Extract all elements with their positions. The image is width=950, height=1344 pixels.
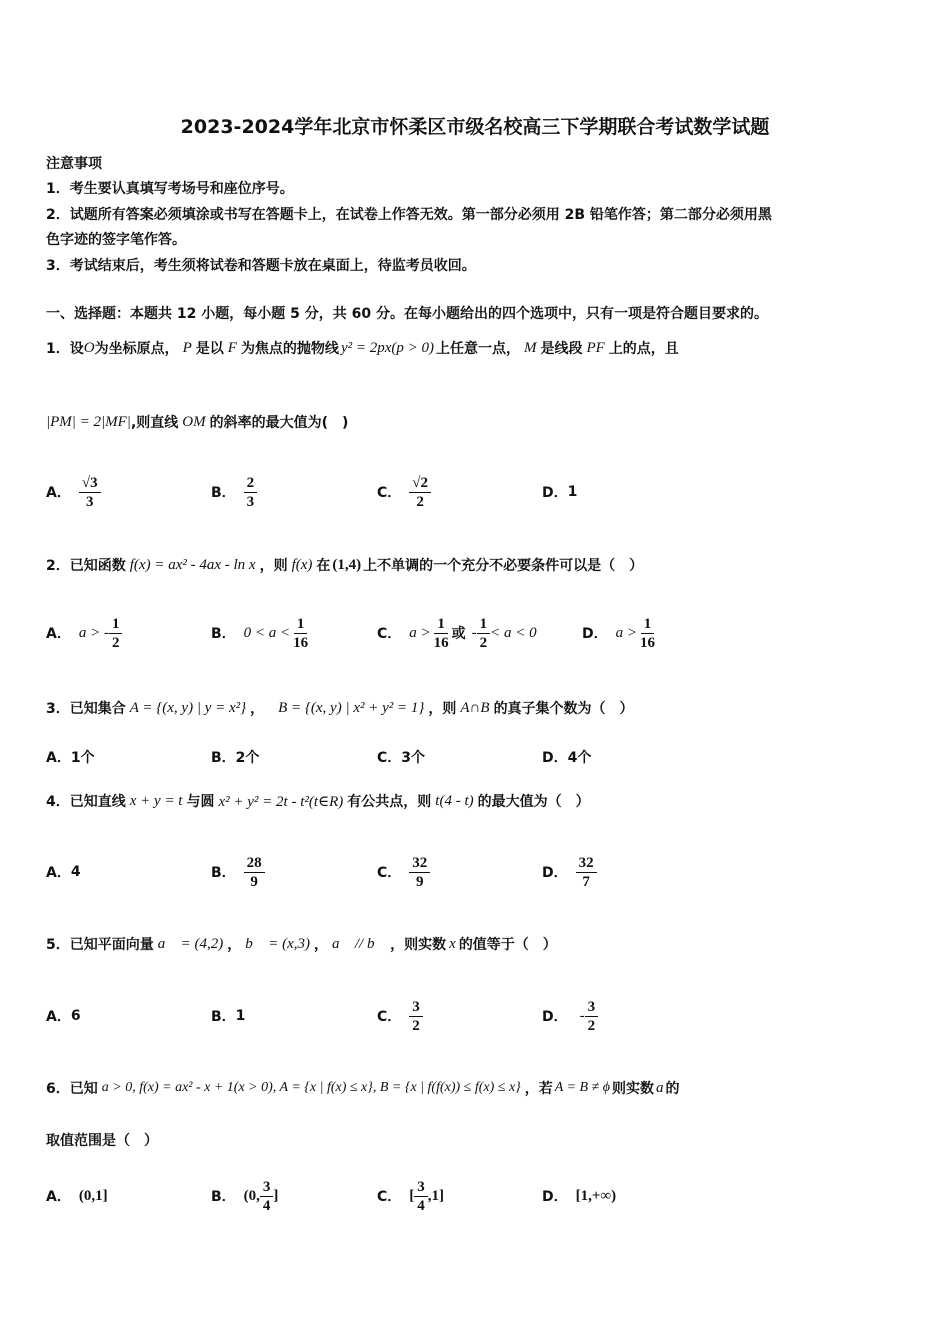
numerator: 32 (576, 854, 597, 873)
option-math: - (579, 1007, 585, 1024)
q5-text: ，则实数 (390, 937, 447, 953)
q6-option-c[interactable] (377, 1176, 444, 1216)
q5-option-a[interactable] (46, 996, 81, 1036)
option-label: A． (46, 626, 71, 642)
denominator: 2 (479, 634, 488, 651)
q2-function: f(x) = ax² - 4ax - ln x (129, 556, 256, 573)
notice-item-1: 1．考生要认真填写考场号和座位序号。 (46, 181, 294, 197)
q2-text: ，则 (259, 558, 288, 574)
numerator: 1 (294, 615, 308, 634)
denominator: 9 (416, 873, 424, 890)
option-math: 0 < a < (243, 624, 291, 641)
option-math: ] (273, 1187, 279, 1204)
q4-line: x + y = t (129, 792, 183, 809)
option-label: A． (46, 485, 71, 501)
q6-equal-sets: A = B ≠ ϕ (554, 1080, 611, 1095)
numerator: 1 (477, 615, 491, 634)
q2-fraction-a (109, 615, 123, 652)
q2-stem (46, 545, 643, 585)
q3-intersection: A∩B (460, 699, 490, 716)
q1-fraction-a (79, 474, 101, 511)
numerator: 28 (244, 854, 265, 873)
q6-fraction-c (414, 1178, 428, 1215)
numerator: 3 (585, 998, 599, 1017)
q3-text: 3．已知集合 (46, 701, 126, 717)
q5-text: 5．已知平面向量 (46, 937, 154, 953)
option-label: B． (211, 485, 236, 501)
q1-stem-cont (46, 402, 348, 442)
numerator: 3 (260, 1178, 274, 1197)
q6-option-b[interactable] (211, 1176, 278, 1216)
option-label: C． (377, 626, 402, 642)
q3-option-d[interactable]: D．4个 (542, 750, 592, 766)
q4-text: 与圆 (186, 794, 215, 810)
q1-text: 的斜率的最大值为( ) (209, 415, 349, 431)
q1-text: 是以 (195, 341, 224, 357)
q5-option-d[interactable] (542, 996, 598, 1036)
q3-stem (46, 688, 634, 728)
option-label: D． (542, 865, 568, 881)
q1-fraction-b (244, 474, 258, 511)
q1-text: 1．设 (46, 341, 84, 357)
q1-math-f: F (227, 339, 237, 356)
q6-option-d[interactable] (542, 1176, 616, 1216)
denominator: 4 (417, 1197, 425, 1214)
q3-text: 的真子集个数为（ ） (493, 701, 634, 717)
q6-text: 的 (665, 1081, 680, 1097)
option-label: B． (211, 1189, 236, 1205)
q4-text: 有公共点，则 (347, 794, 432, 810)
q1-text: 为坐标原点， (94, 341, 179, 357)
q1-text: 是线段 (540, 341, 583, 357)
option-text: 6 (70, 1008, 81, 1024)
q2-text: 在 (316, 558, 331, 574)
q3-option-a[interactable]: A．1个 (46, 750, 95, 766)
option-label: B． (211, 1009, 236, 1025)
q2-fraction-c1 (431, 615, 452, 652)
q4-expression: t(4 - t) (435, 792, 474, 809)
q4-text: 的最大值为（ ） (477, 794, 590, 810)
q2-fraction-d (637, 615, 658, 652)
denominator: 9 (250, 873, 258, 890)
numerator: √3 (81, 474, 98, 491)
numerator: √2 (409, 474, 431, 493)
q5-vector-b: b⃗ = (x,3) (245, 935, 310, 952)
option-math: a > - (78, 624, 109, 641)
q2-fraction-c2 (477, 615, 491, 652)
option-text: 4 (70, 864, 81, 880)
q5-text: ， (313, 937, 328, 953)
option-math: a > (409, 624, 431, 641)
numerator: 3 (414, 1178, 428, 1197)
option-math: < a < 0 (490, 624, 537, 641)
option-label: A． (46, 865, 71, 881)
option-label: C． (377, 865, 402, 881)
q6-condition: a > 0, f(x) = ax² - x + 1(x > 0), A = {x | f(x) ≤ x}, B = {x | f(f(x)) ≤ f(x) ≤ x} (101, 1080, 521, 1095)
denominator: 16 (293, 634, 309, 651)
q4-option-d[interactable] (542, 852, 597, 892)
q2-interval: (1,4) (332, 556, 362, 573)
option-math: a > (615, 624, 637, 641)
denominator: 2 (416, 493, 424, 510)
q3-option-b[interactable]: B．2个 (211, 750, 260, 766)
option-label: C． (377, 1009, 402, 1025)
denominator: 2 (412, 1017, 420, 1034)
denominator: 2 (587, 1017, 596, 1034)
numerator: 1 (641, 615, 655, 634)
q2-text: 上不单调的一个充分不必要条件可以是（ ） (363, 558, 644, 574)
q1-math-pf: PF (586, 339, 605, 356)
q4-text: 4．已知直线 (46, 794, 126, 810)
option-math: ,1] (427, 1187, 445, 1204)
q3-option-c[interactable]: C．3个 (377, 750, 426, 766)
q1-math-o: O (83, 339, 95, 356)
option-math: [ (409, 1187, 415, 1204)
notice-item-3: 3．考试结束后，考生须将试卷和答题卡放在桌面上，待监考员收回。 (46, 258, 476, 274)
q4-circle: x² + y² = 2t - t²(t∈R) (218, 793, 344, 810)
q1-text: 上的点，且 (608, 341, 679, 357)
q4-fraction-d (576, 854, 597, 891)
q5-option-c[interactable] (377, 996, 423, 1036)
numerator: 32 (409, 854, 430, 873)
q5-parallel: a⃗ // b⃗ (331, 935, 387, 952)
q4-option-a[interactable] (46, 852, 81, 892)
q2-option-d[interactable] (582, 608, 658, 658)
option-text: 1 (567, 484, 578, 500)
q4-fraction-c (409, 854, 430, 891)
denominator: 3 (246, 493, 255, 510)
option-label: D． (582, 626, 608, 642)
q5-text: ， (227, 937, 242, 953)
option-label: B． (211, 626, 236, 642)
q5-fraction-c (409, 998, 423, 1035)
notice-heading: 注意事项 (46, 156, 102, 172)
q4-stem (46, 781, 590, 821)
q3-text: ，则 (428, 701, 457, 717)
notice-item-2: 2．试题所有答案必须填涂或书写在答题卡上，在试卷上作答无效。第一部分必须用 2B 铅笔作答；第二部分必须用黑 (46, 207, 772, 223)
q2-option-c[interactable] (377, 608, 537, 658)
q1-parabola: y² = 2px(p > 0) (340, 339, 434, 356)
q1-math-om: OM (182, 413, 206, 430)
option-or: 或 (451, 626, 466, 642)
q2-option-b[interactable] (211, 608, 311, 658)
q5-text: 的值等于（ ） (458, 937, 557, 953)
q5-stem (46, 924, 557, 964)
q6-option-a[interactable] (46, 1176, 108, 1216)
q5-variable: x (449, 935, 456, 952)
q1-text: ,则直线 (130, 415, 179, 431)
numerator: 1 (109, 615, 123, 634)
numerator: 1 (434, 615, 448, 634)
q6-text: 则实数 (612, 1081, 655, 1097)
q1-math-p: P (182, 339, 192, 356)
q6-variable: a (656, 1079, 664, 1096)
q2-fraction-b (290, 615, 311, 652)
option-math: - (471, 624, 477, 641)
option-label: D． (542, 1189, 568, 1205)
notice-item-2-cont: 色字迹的签字笔作答。 (46, 232, 186, 248)
q2-option-a[interactable] (46, 608, 122, 658)
numerator: 3 (409, 998, 423, 1017)
q1-option-a[interactable] (46, 472, 101, 512)
option-text: [1,+∞) (575, 1187, 617, 1204)
option-label: C． (377, 1189, 402, 1205)
denominator: 16 (640, 634, 655, 651)
option-label: D． (542, 485, 568, 501)
q1-fraction-c (409, 474, 431, 511)
q4-fraction-b (244, 854, 265, 891)
denominator: 16 (433, 634, 449, 651)
q2-text: 2．已知函数 (46, 558, 126, 574)
numerator: 2 (244, 474, 258, 493)
option-label: B． (211, 865, 236, 881)
q1-condition: |PM| = 2|MF| (46, 413, 131, 430)
q1-option-c[interactable] (377, 472, 431, 512)
q5-fraction-d (585, 998, 599, 1035)
q5-vector-a: a⃗ = (4,2) (157, 935, 224, 952)
q2-fx: f(x) (291, 556, 313, 573)
section-heading: 一、选择题：本题共 12 小题，每小题 5 分，共 60 分。在每小题给出的四个选项中，只有一项是符合题目要求的。 (46, 306, 768, 322)
q1-option-d[interactable] (542, 472, 577, 512)
q6-stem (46, 1068, 680, 1108)
denominator: 7 (582, 873, 590, 890)
q1-stem (46, 328, 679, 368)
q4-option-c[interactable] (377, 852, 430, 892)
option-label: C． (377, 485, 402, 501)
denominator: 4 (262, 1197, 271, 1214)
q3-set-a: A = {(x, y) | y = x²} (129, 699, 247, 716)
option-math: (0, (243, 1187, 260, 1204)
denominator: 3 (85, 493, 94, 510)
option-label: D． (542, 1009, 568, 1025)
option-text: 1 (235, 1008, 246, 1024)
q6-text: 6．已知 (46, 1081, 98, 1097)
q6-stem-cont: 取值范围是（ ） (46, 1133, 158, 1149)
q6-fraction-b (260, 1178, 274, 1215)
q1-math-m: M (523, 339, 537, 356)
q1-text: 上任意一点， (435, 341, 520, 357)
q5-option-b[interactable] (211, 996, 245, 1036)
q1-text: 为焦点的抛物线 (240, 341, 339, 357)
option-label: A． (46, 1009, 71, 1025)
option-label: A． (46, 1189, 71, 1205)
q6-text: ，若 (524, 1081, 553, 1097)
option-text: (0,1] (78, 1187, 108, 1204)
q3-text: ， (250, 701, 265, 717)
denominator: 2 (111, 634, 120, 651)
page-title: 2023-2024学年北京市怀柔区市级名校高三下学期联合考试数学试题 (180, 116, 770, 138)
q3-set-b: B = {(x, y) | x² + y² = 1} (278, 699, 425, 716)
q1-option-b[interactable] (211, 472, 257, 512)
q4-option-b[interactable] (211, 852, 265, 892)
